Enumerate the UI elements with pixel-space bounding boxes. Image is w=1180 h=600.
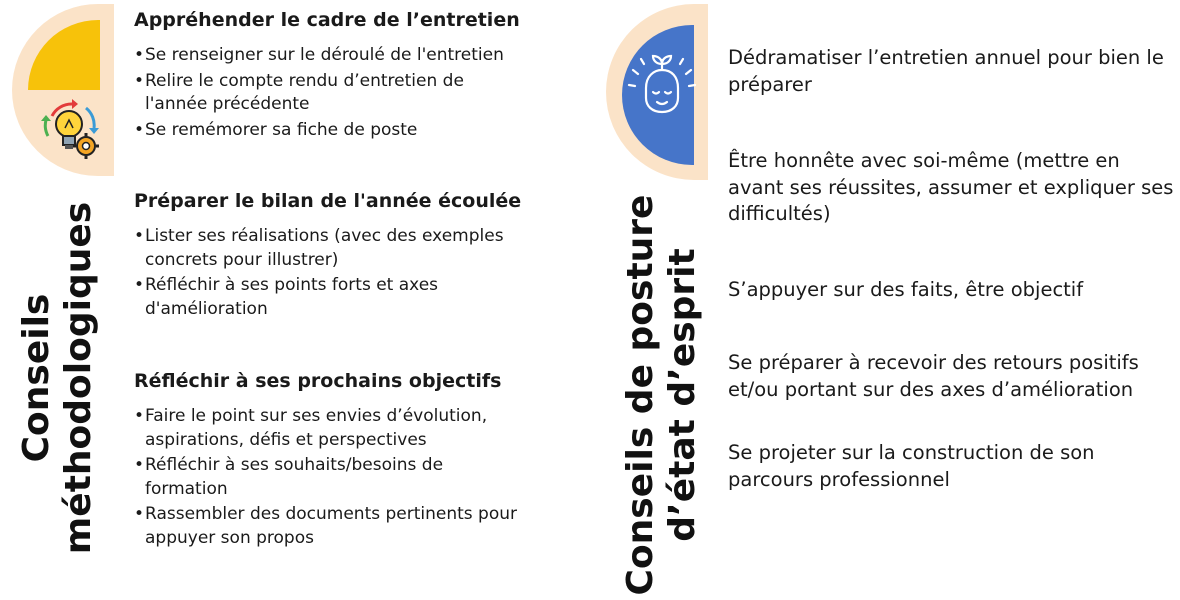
- bullet-list: [134, 405, 574, 550]
- section-title: Appréhender le cadre de l’entretien: [134, 9, 520, 31]
- list-item: • Rassembler des documents pertinents pour appuyer son propos: [134, 503, 574, 550]
- lightbulb-gear-cycle-icon: [38, 96, 102, 162]
- methodology-title-line2: méthodologiques: [58, 201, 99, 555]
- list-item: • Relire le compte rendu d’entretien de l'année précédente: [134, 70, 515, 117]
- section-year-review: [134, 189, 545, 323]
- mindset-title-line2: d’état d’esprit: [662, 248, 703, 542]
- mindset-title-line1: Conseils de posture: [620, 194, 661, 596]
- list-item: • Se remémorer sa fiche de poste: [134, 119, 520, 143]
- mindset-tip: Se préparer à recevoir des retours positifs et/ou portant sur des axes d’amélioration: [728, 351, 1139, 401]
- mindset-tip: S’appuyer sur des faits, être objectif: [728, 278, 1084, 301]
- methodology-title-line1: Conseils: [16, 293, 57, 463]
- section-frame-interview: [134, 8, 520, 144]
- bullet-list: [134, 225, 545, 321]
- mindset-tip: Dédramatiser l’entretien annuel pour bien le préparer: [728, 46, 1164, 96]
- list-item: • Se renseigner sur le déroulé de l'entretien: [134, 44, 520, 68]
- section-title: Préparer le bilan de l'année écoulée: [134, 190, 522, 212]
- section-next-objectives: [134, 369, 574, 552]
- mindset-head-sprout-icon: [620, 52, 704, 138]
- bullet-list: [134, 44, 520, 142]
- list-item: • Réfléchir à ses points forts et axes d'amélioration: [134, 274, 485, 321]
- list-item: • Faire le point sur ses envies d’évolution, aspirations, défis et perspectives: [134, 405, 545, 452]
- mindset-tip: Être honnête avec soi-même (mettre en avant ses réussites, assumer et expliquer ses difficultés): [728, 149, 1174, 225]
- methodology-vertical-title: [16, 188, 100, 568]
- list-item: • Lister ses réalisations (avec des exemples concrets pour illustrer): [134, 225, 545, 272]
- section-title: Réfléchir à ses prochains objectifs: [134, 370, 502, 392]
- mindset-tip: Se projeter sur la construction de son parcours professionnel: [728, 441, 1095, 491]
- list-item: • Réfléchir à ses souhaits/besoins de formation: [134, 454, 485, 501]
- mindset-vertical-title: [620, 190, 710, 600]
